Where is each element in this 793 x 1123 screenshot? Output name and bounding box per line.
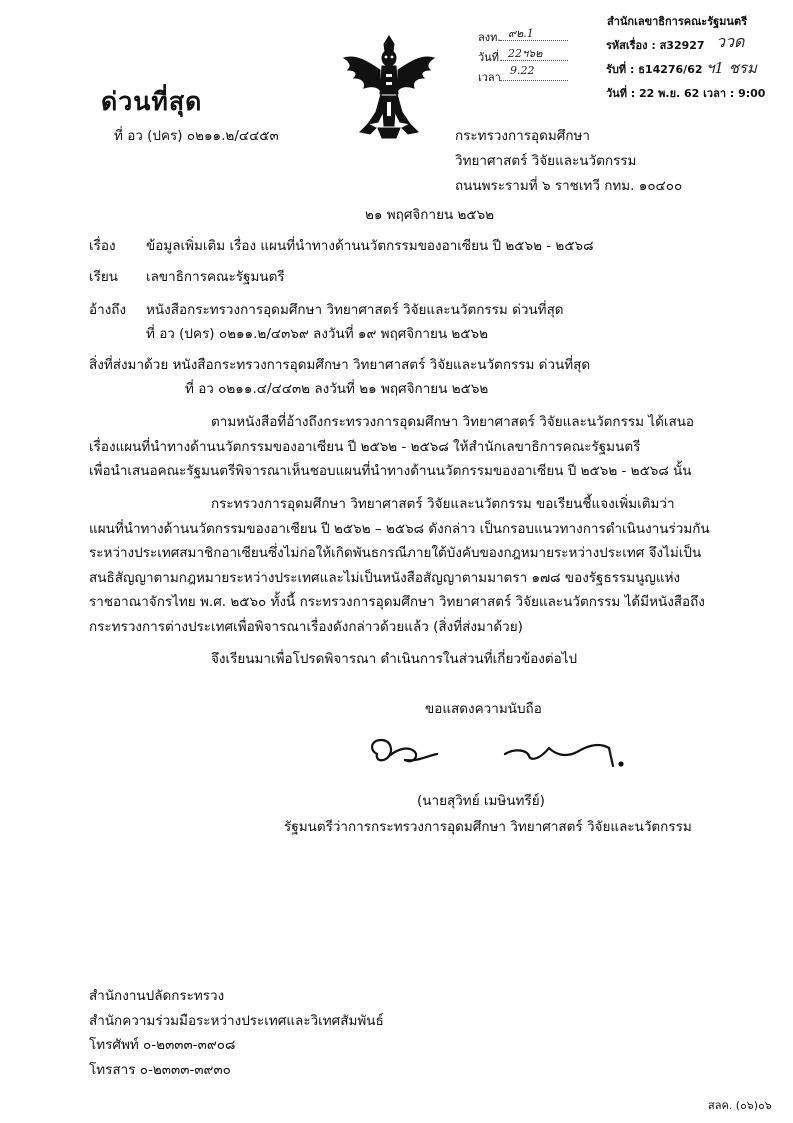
footer-phone: โทรศัพท์ ๐-๒๓๓๓-๓๙๐๘ [89,1037,236,1053]
secretariat-date-line: วันที่ : 22 พ.ย. 62 เวลา : 9:00 [606,87,766,100]
closing-request: จึงเรียนมาเพื่อโปรดพิจารณา ดำเนินการในส่วนที่เกี่ยวข้องต่อไป [211,651,578,667]
subject-label: เรื่อง [89,238,116,254]
sender-org-line2: วิทยาศาสตร์ วิจัยและนวัตกรรม [455,153,637,169]
secretariat-stamp-title: สำนักเลขาธิการคณะรัฐมนตรี [607,15,747,28]
receipt-label-3: เวลา [478,71,501,84]
enclosure-line-1: สิ่งที่ส่งมาด้วย หนังสือกระทรวงการอุดมศึกษา วิทยาศาสตร์ วิจัยและนวัตกรรม ด่วนที่สุด [89,357,591,373]
recipient-text: เลขาธิการคณะรัฐมนตรี [146,269,285,285]
receipt-value-3: 9.22 [510,64,535,77]
document-number: ที่ อว (ปคร) ๐๒๑๑.๒/๔๔๕๓ [114,128,279,144]
footer-division: สำนักความร่วมมือระหว่างประเทศและวิเทศสัมพันธ์ [89,1013,384,1029]
receipt-stamp [478,22,603,88]
para2-line: แผนที่นำทางด้านนวัตกรรมของอาเซียน ปี ๒๕๖๒ – ๒๕๖๘ ดังกล่าว เป็นกรอบแนวทางการดำเนินงานร่วมกัน [89,521,710,537]
secretariat-received-handwritten: ฯ1 ชรม [706,59,757,77]
letter-date: ๒๑ พฤศจิกายน ๒๕๖๒ [365,207,495,223]
para1-line: เพื่อนำเสนอคณะรัฐมนตรีพิจารณาเห็นชอบแผนที่นำทางด้านนวัตกรรมของอาเซียน ปี ๒๕๖๒ - ๒๕๖๘ นั้น [89,463,692,479]
secretariat-received-number: รับที่ : ธ14276/62 [606,63,703,76]
secretariat-code-handwritten: ววด [716,32,745,51]
enclosure-line-2: ที่ อว ๐๒๑๑.๔/๔๔๓๒ ลงวันที่ ๒๑ พฤศจิกายน ๒๕๖๒ [185,381,489,397]
footer-office: สำนักงานปลัดกระทรวง [89,988,225,1004]
para1-line: เรื่องแผนที่นำทางด้านนวัตกรรมของอาเซียน ปี ๒๕๖๒ - ๒๕๖๘ ให้สำนักเลขาธิการคณะรัฐมนตรี [89,439,641,455]
receipt-value-2: 22ฯ๖๒ [508,47,543,60]
sender-org: กระทรวงการอุดมศึกษา [455,128,590,144]
para2-line: สนธิสัญญาตามกฎหมายระหว่างประเทศและไม่เป็นหนังสือสัญญาตามมาตรา ๑๗๘ ของรัฐธรรมนูญแห่ง [89,570,681,586]
urgency-label: ด่วนที่สุด [101,87,203,116]
form-code: สลค. (๐๖)๐๖ [708,1099,772,1112]
para2-line: กระทรวงการอุดมศึกษา วิทยาศาสตร์ วิจัยและนวัตกรรม ขอเรียนชี้แจงเพิ่มเติมว่า [211,496,675,512]
closing-phrase: ขอแสดงความนับถือ [425,701,542,717]
garuda-emblem [338,32,440,147]
receipt-label-2: วันที่ [478,51,499,64]
para2-line: ราชอาณาจักรไทย พ.ศ. ๒๕๖๐ ทั้งนี้ กระทรวงการอุดมศึกษา วิทยาศาสตร์ วิจัยและนวัตกรรม ได้มีหนังสือถึง [89,594,705,610]
receipt-value-1: ๙๒.1 [508,27,534,40]
reference-label: อ้างถึง [89,302,127,318]
para1-line: ตามหนังสือที่อ้างถึงกระทรวงการอุดมศึกษา วิทยาศาสตร์ วิจัยและนวัตกรรม ได้เสนอ [211,414,695,430]
footer-fax: โทรสาร ๐-๒๓๓๓-๓๙๓๐ [89,1062,231,1078]
signature [365,728,645,778]
subject-text: ข้อมูลเพิ่มเติม เรื่อง แผนที่นำทางด้านนวัตกรรมของอาเซียน ปี ๒๕๖๒ - ๒๕๖๘ [146,238,594,254]
recipient-label: เรียน [89,269,119,285]
secretariat-code: รหัสเรื่อง : ส32927 [606,39,705,52]
receipt-label-1: ลงท. [478,31,501,44]
reference-line-2: ที่ อว (ปคร) ๐๒๑๑.๒/๔๓๖๙ ลงวันที่ ๑๙ พฤศจิกายน ๒๕๖๒ [146,326,488,342]
reference-line-1: หนังสือกระทรวงการอุดมศึกษา วิทยาศาสตร์ วิจัยและนวัตกรรม ด่วนที่สุด [146,302,564,318]
sender-address: ถนนพระรามที่ ๖ ราชเทวี กทม. ๑๐๔๐๐ [455,178,683,194]
para2-line: ระหว่างประเทศสมาชิกอาเซียนซึ่งไม่ก่อให้เกิดพันธกรณีภายใต้บังคับของกฎหมายระหว่างประเทศ จึงไม่เป็น [89,545,702,561]
signer-name: (นายสุวิทย์ เมษินทรีย์) [417,793,545,809]
para2-line: กระทรวงการต่างประเทศเพื่อพิจารณาเรื่องดังกล่าวด้วยแล้ว (สิ่งที่ส่งมาด้วย) [89,619,523,635]
signer-title: รัฐมนตรีว่าการกระทรวงการอุดมศึกษา วิทยาศาสตร์ วิจัยและนวัตกรรม [284,819,692,835]
